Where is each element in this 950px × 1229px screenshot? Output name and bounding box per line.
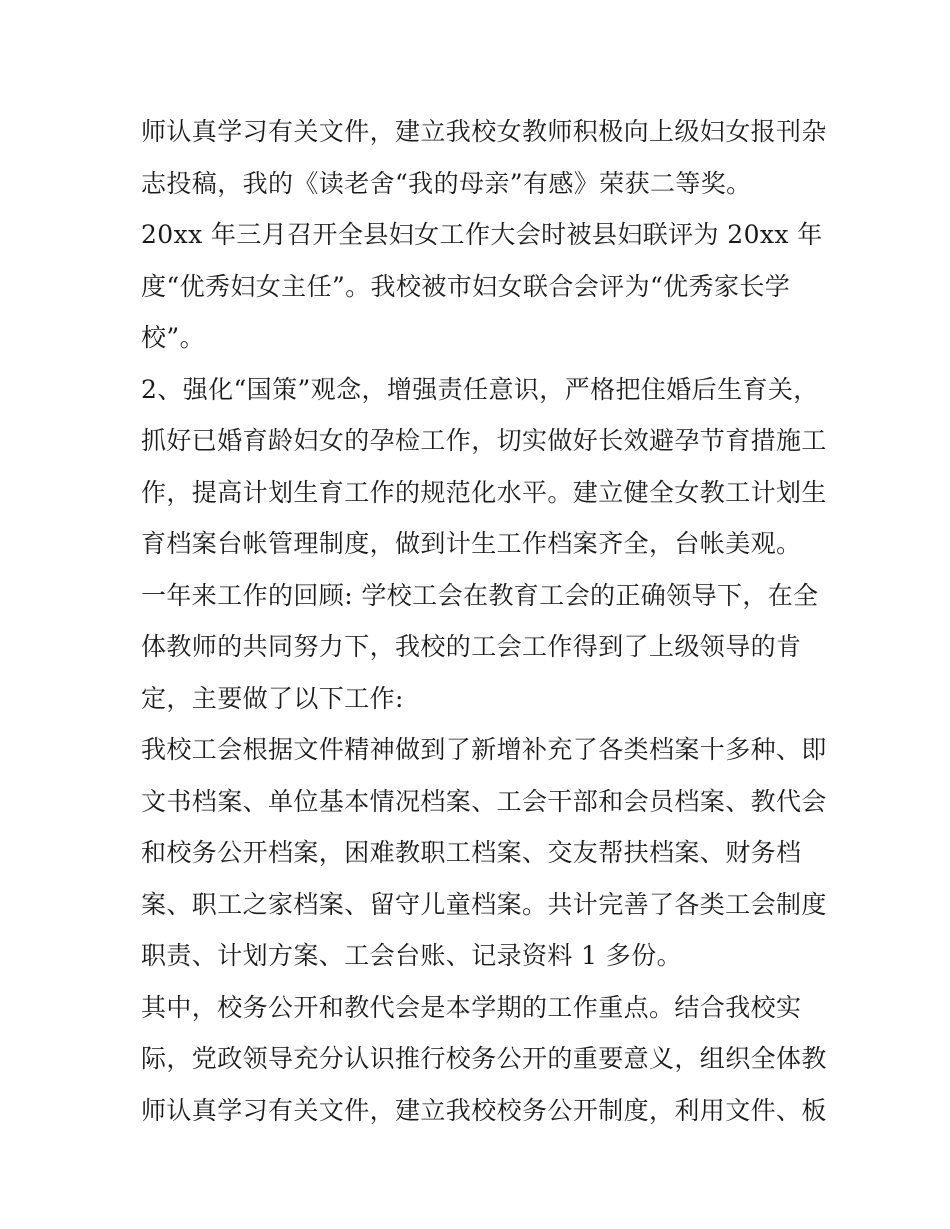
- text-line: 其中，校务公开和教代会是本学期的工作重点。结合我校实: [141, 992, 802, 1022]
- text-line: 一年来工作的回顾: 学校工会在教育工会的正确领导下，在全: [141, 580, 819, 610]
- text-line: 定，主要做了以下工作:: [141, 683, 404, 713]
- text-line: 师认真学习有关文件，建立我校校务公开制度，利用文件、板: [141, 1095, 827, 1125]
- text-line: 我校工会根据文件精神做到了新增补充了各类档案十多种、即: [141, 735, 827, 764]
- text-line: 度“优秀妇女主任”。我校被市妇女联合会评为“优秀家长学: [141, 271, 791, 301]
- text-line: 文书档案、单位基本情况档案、工会干部和会员档案、教代会: [141, 786, 827, 816]
- text-line: 师认真学习有关文件，建立我校女教师积极向上级妇女报刊杂: [141, 117, 827, 146]
- text-line: 育档案台帐管理制度，做到计生工作档案齐全，台帐美观。: [141, 529, 802, 558]
- text-line: 职责、计划方案、工会台账、记录资料 1 多份。: [141, 941, 683, 970]
- text-line: 际，党政领导充分认识推行校务公开的重要意义，组织全体教: [141, 1044, 827, 1073]
- text-line: 20xx 年三月召开全县妇女工作大会时被县妇联评为 20xx 年: [141, 220, 823, 249]
- text-line: 抓好已婚育龄妇女的孕检工作，切实做好长效避孕节育措施工: [141, 426, 827, 455]
- text-line: 和校务公开档案，困难教职工档案、交友帮扶档案、财务档: [141, 838, 802, 867]
- text-line: 2、强化“国策”观念，增强责任意识，严格把住婚后生育关，: [141, 374, 819, 404]
- text-line: 志投稿，我的《读老舍“我的母亲”有感》荣获二等奖。: [141, 168, 752, 198]
- text-line: 体教师的共同努力下，我校的工会工作得到了上级领导的肯: [141, 632, 802, 661]
- text-line: 校”。: [141, 323, 205, 352]
- text-line: 作，提高计划生育工作的规范化水平。建立健全女教工计划生: [141, 477, 827, 507]
- body-text: [141, 106, 827, 1136]
- text-line: 案、职工之家档案、留守儿童档案。共计完善了各类工会制度: [141, 889, 827, 919]
